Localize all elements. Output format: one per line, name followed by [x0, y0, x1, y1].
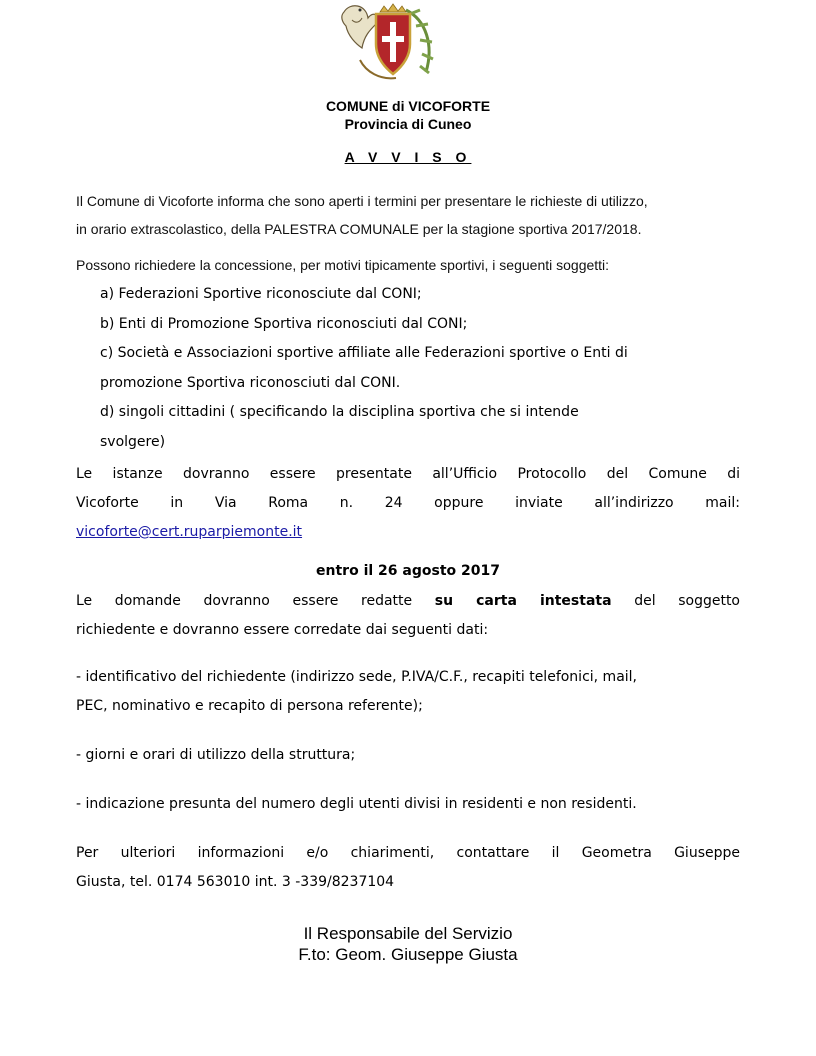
contact-line: Per ulteriori informazioni e/o chiarimenti, contattare il Geometra Giuseppe	[76, 845, 740, 861]
eligibility-list	[100, 280, 740, 457]
province-name: Provincia di Cuneo	[344, 116, 472, 132]
list-item: b) Enti di Promozione Sportiva riconosciuti dal CONI;	[100, 315, 468, 332]
submission-line: Le istanze dovranno essere presentate all’Ufficio Protocollo del Comune di	[76, 466, 740, 482]
email-link[interactable]: vicoforte@cert.ruparpiemonte.it	[76, 524, 303, 540]
list-item: a) Federazioni Sportive riconosciute dal CONI;	[100, 286, 422, 302]
requirements-paragraph	[76, 587, 740, 645]
intro-line: Il Comune di Vicoforte informa che sono aperti i termini per presentare le richieste di utilizzo,	[76, 193, 648, 209]
notice-title: A V V I S O	[344, 149, 472, 165]
intro-line: in orario extrascolastico, della PALESTRA COMUNALE per la stagione sportiva 2017/2018.	[76, 221, 642, 237]
list-item: d) singoli cittadini ( specificando la disciplina sportiva che si intende	[100, 404, 579, 420]
municipal-coat-of-arms	[336, 0, 440, 82]
list-item: svolgere)	[100, 433, 166, 450]
list-item: promozione Sportiva riconosciuti dal CONI.	[100, 374, 401, 391]
requirement-line: PEC, nominativo e recapito di persona referente);	[76, 698, 423, 714]
requirement-item: - giorni e orari di utilizzo della struttura;	[76, 747, 356, 763]
municipality-name: COMUNE di VICOFORTE	[325, 98, 491, 114]
deadline: entro il 26 agosto 2017	[316, 563, 500, 579]
list-item: c) Società e Associazioni sportive affiliate alle Federazioni sportive o Enti di	[100, 345, 628, 361]
requirements-line: richiedente e dovranno essere corredate dai seguenti dati:	[76, 622, 489, 638]
submission-line: Vicoforte in Via Roma n. 24 oppure inviate all’indirizzo mail:	[76, 495, 740, 511]
eligibility-lead: Possono richiedere la concessione, per motivi tipicamente sportivi, i seguenti soggetti:	[76, 257, 610, 273]
requirement-item	[76, 663, 740, 721]
submission-paragraph	[76, 460, 740, 547]
requirements-line	[76, 587, 740, 616]
requirements-text: Le domande dovranno essere redatte	[76, 593, 413, 609]
signature-name: F.to: Geom. Giuseppe Giusta	[298, 945, 518, 964]
requirement-line: - identificativo del richiedente (indirizzo sede, P.IVA/C.F., recapiti telefonici, mail,	[76, 669, 638, 685]
signature-role: Il Responsabile del Servizio	[303, 924, 513, 943]
requirements-emphasis: su carta intestata	[434, 593, 612, 609]
requirement-item: - indicazione presunta del numero degli utenti divisi in residenti e non residenti.	[76, 796, 637, 812]
intro-paragraph	[76, 187, 740, 243]
contact-line: Giusta, tel. 0174 563010 int. 3 -339/8237104	[76, 874, 395, 890]
contact-paragraph	[76, 839, 740, 897]
requirements-text: del soggetto	[634, 593, 741, 609]
